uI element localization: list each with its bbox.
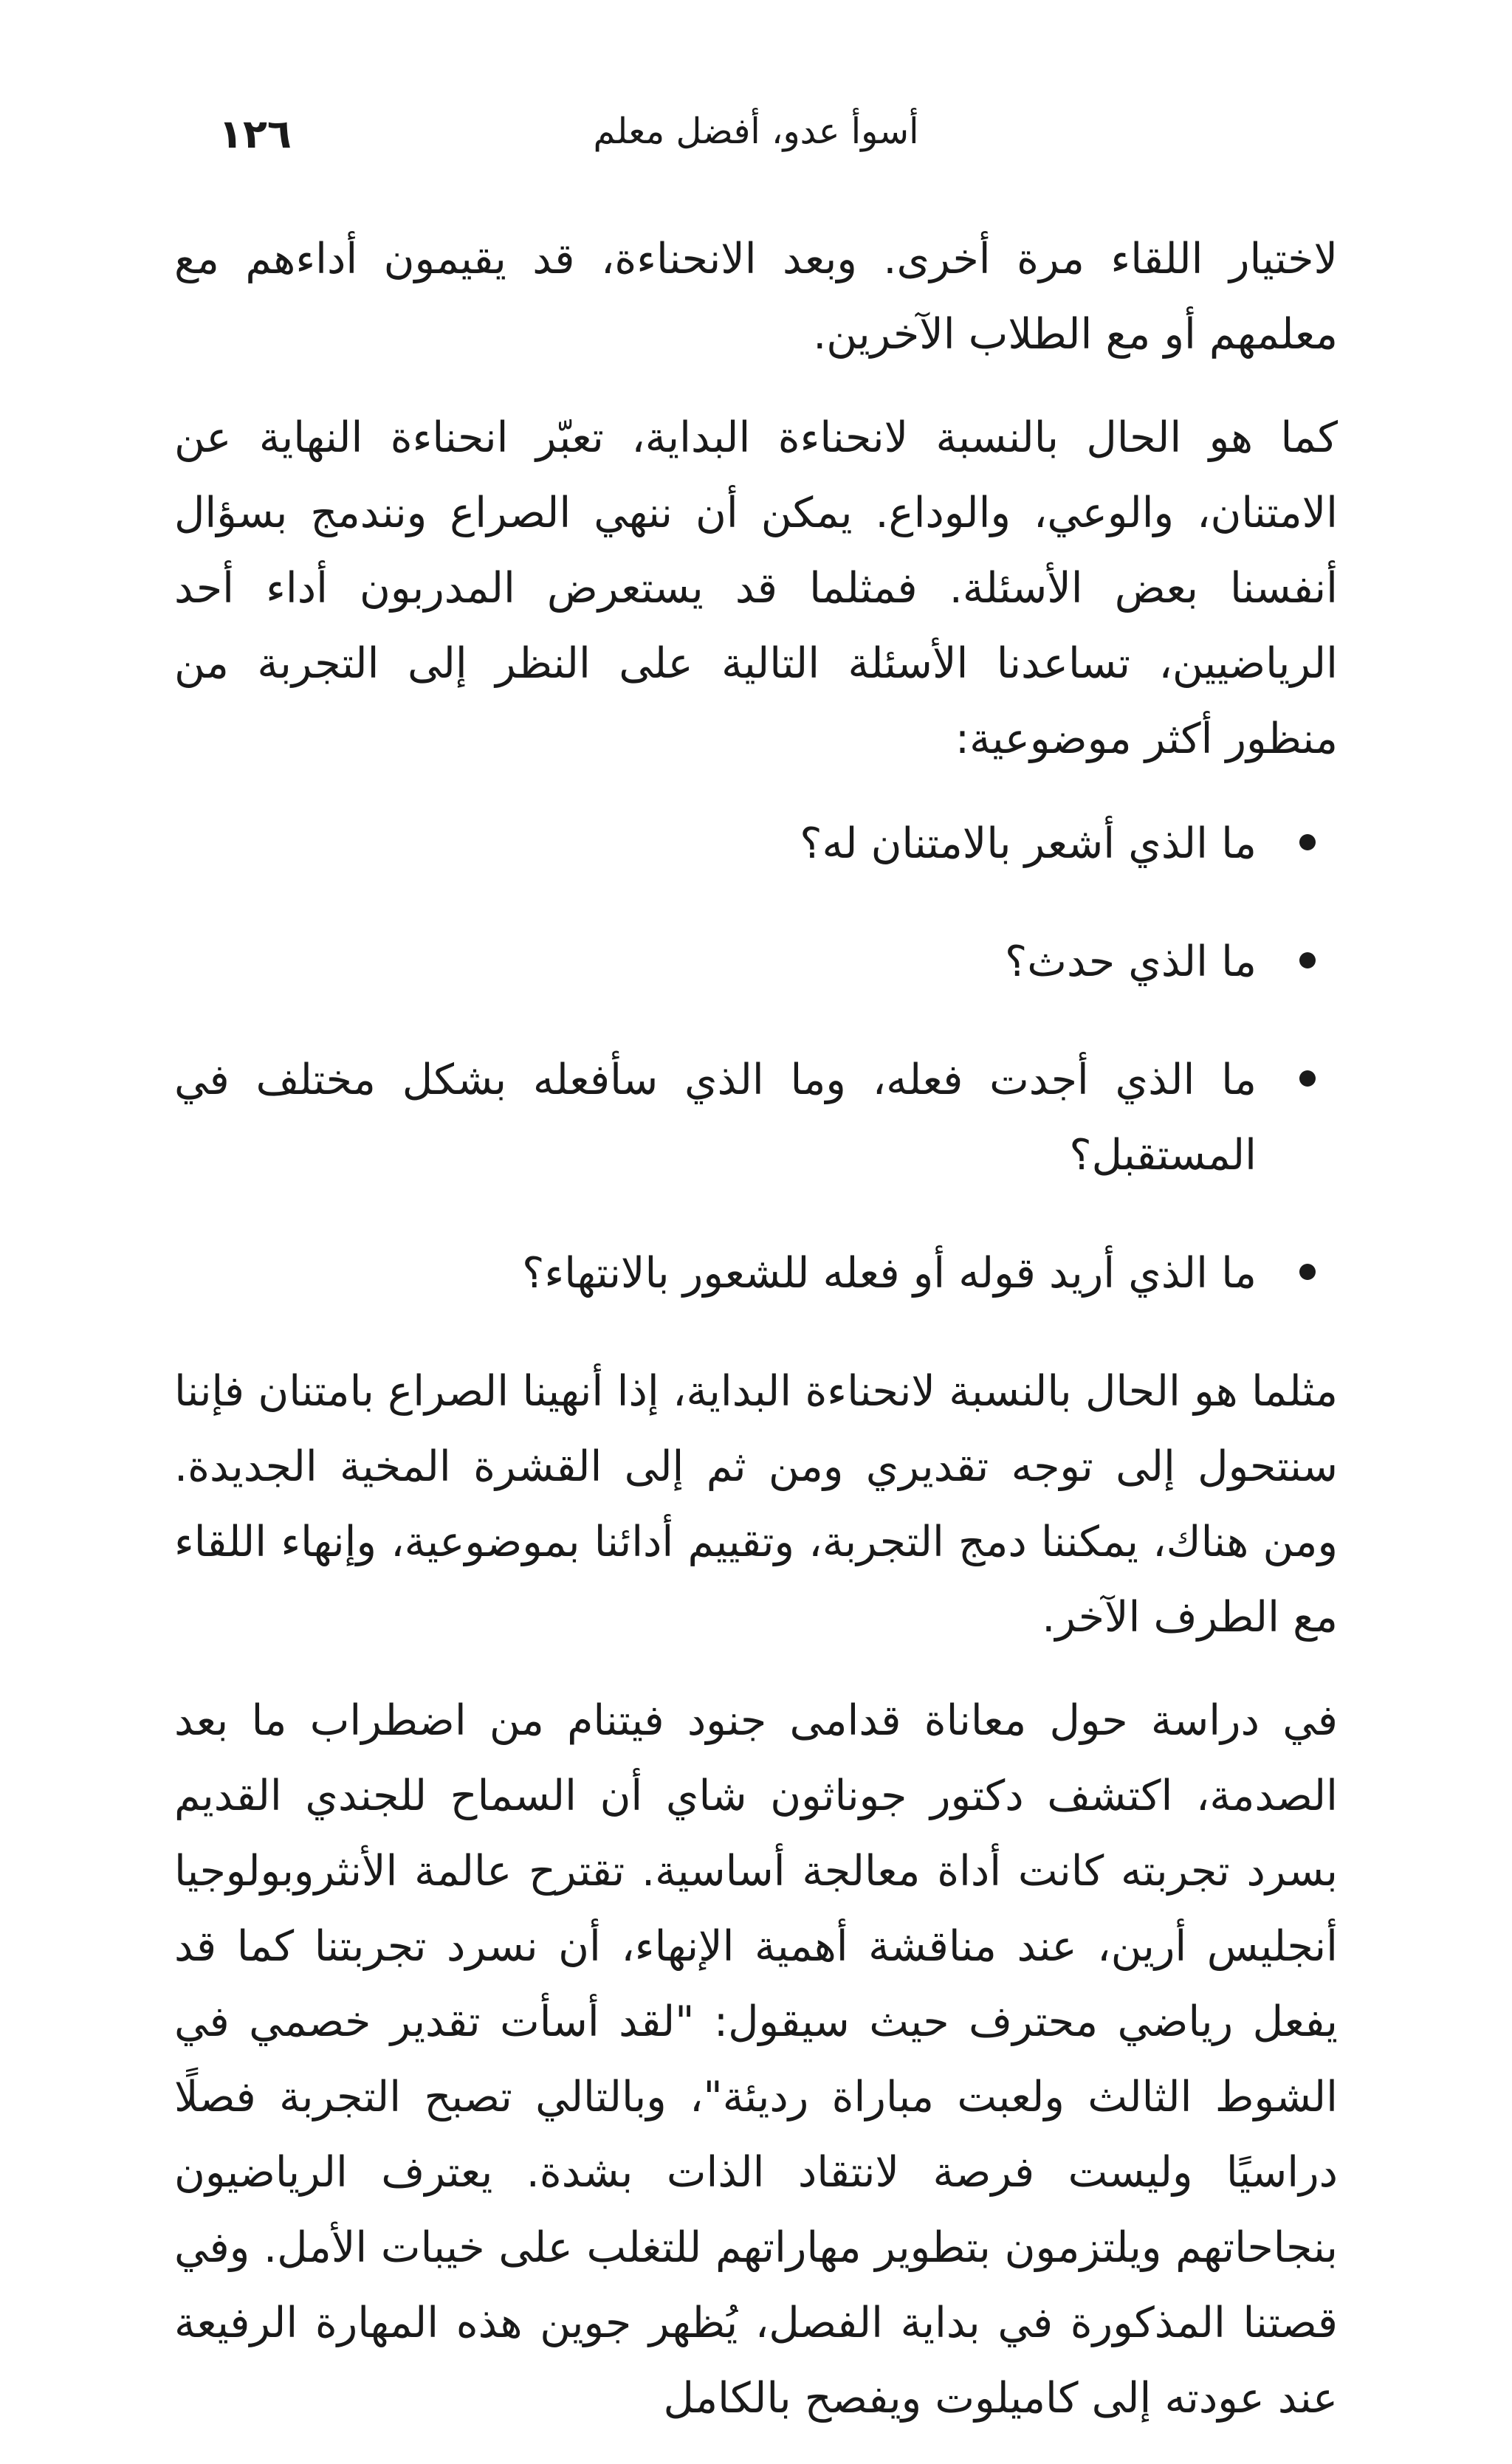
paragraph-4: في دراسة حول معاناة قدامى جنود فيتنام من اضطراب ما بعد الصدمة، اكتشف دكتور جوناثون شاي أن السماح للجندي القديم بسرد تجربته كانت أداة معالجة أساسية. تقترح عالمة الأنثروبولوجيا أنجليس أرين، عند مناقشة أهمية الإنهاء، أن نسرد تجربتنا كما قد يفعل رياضي محترف حيث سيقول: "لقد أسأت تقدير خصمي في الشوط الثالث ولعبت مباراة رديئة"، وبالتالي تصبح التجربة فصلًا دراسيًا وليست فرصة لانتقاد الذات بشدة. يعترف الرياضيون بنجاحاتهم ويلتزمون بتطوير مهاراتهم للتغلب على خيبات الأمل. وفي قصتنا المذكورة في بداية الفصل، يُظهر جوين هذه المهارة الرفيعة عند عودته إلى كاميلوت ويفصح بالكامل bbox=[174, 1696, 1338, 2423]
page-number: ١٢٦ bbox=[219, 111, 292, 157]
bullet-icon bbox=[1299, 834, 1316, 850]
bullet-icon bbox=[1299, 1070, 1316, 1087]
list-item-text: ما الذي أريد قوله أو فعله للشعور بالانتهاء؟ bbox=[522, 1249, 1257, 1298]
list-item-text: ما الذي أشعر بالامتنان له؟ bbox=[800, 819, 1257, 868]
paragraph-3: مثلما هو الحال بالنسبة لانحناءة البداية، إذا أنهينا الصراع بامتنان فإننا سنتحول إلى توجه تقديري ومن ثم إلى القشرة المخية الجديدة. ومن هناك، يمكننا دمج التجربة، وتقييم أدائنا بموضوعية، وإنهاء اللقاء مع الطرف الآخر. bbox=[174, 1367, 1338, 1642]
paragraph-2: كما هو الحال بالنسبة لانحناءة البداية، تعبّر انحناءة النهاية عن الامتنان، والوعي، والوداع. يمكن أن ننهي الصراع ونندمج بسؤال أنفسنا بعض الأسئلة. فمثلما قد يستعرض المدربون أداء أحد الرياضيين، تساعدنا الأسئلة التالية على النظر إلى التجربة من منظور أكثر موضوعية: bbox=[174, 413, 1338, 763]
running-title: أسوأ عدو، أفضل معلم bbox=[593, 111, 919, 152]
bullet-icon bbox=[1299, 1264, 1316, 1280]
page-header bbox=[174, 111, 1338, 170]
list-item-text: ما الذي حدث؟ bbox=[1005, 937, 1257, 986]
list-item-text: ما الذي أجدت فعله، وما الذي سأفعله بشكل مختلف في المستقبل؟ bbox=[174, 1056, 1257, 1180]
body-text bbox=[174, 221, 1338, 2464]
bullet-icon bbox=[1299, 952, 1316, 968]
question-list bbox=[174, 806, 1338, 1311]
list-item bbox=[174, 924, 1257, 999]
list-item bbox=[174, 1236, 1257, 1311]
list-item bbox=[174, 806, 1257, 881]
paragraph-1: لاختيار اللقاء مرة أخرى. وبعد الانحناءة، قد يقيمون أداءهم مع معلمهم أو مع الطلاب الآخرين. bbox=[174, 235, 1338, 359]
list-item bbox=[174, 1042, 1257, 1193]
